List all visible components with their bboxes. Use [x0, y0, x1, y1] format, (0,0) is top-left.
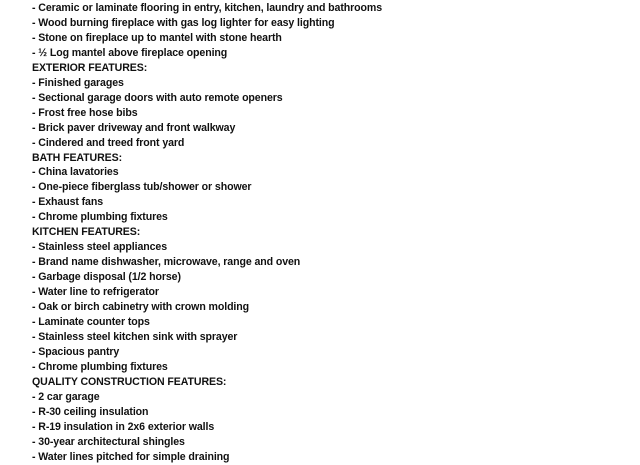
list-item: - Brick paver driveway and front walkway: [32, 121, 236, 134]
list-item: - Spacious pantry: [32, 345, 120, 358]
list-item: - Exhaust fans: [32, 196, 104, 209]
list-item: - Oak or birch cabinetry with crown molding: [32, 301, 250, 314]
section-heading-kitchen: KITCHEN FEATURES:: [32, 226, 141, 239]
list-item: - Sectional garage doors with auto remote openers: [32, 91, 283, 104]
list-item: - Wood burning fireplace with gas log lighter for easy lighting: [32, 16, 335, 29]
list-item: - Stainless steel appliances: [32, 241, 167, 254]
list-item: - Cindered and treed front yard: [32, 136, 185, 149]
list-item: - 2 car garage: [32, 390, 100, 403]
list-item: - Finished garages: [32, 76, 124, 89]
list-item: - Stainless steel kitchen sink with sprayer: [32, 330, 238, 343]
list-item: - Frost free hose bibs: [32, 106, 138, 119]
list-item: - Garbage disposal (1/2 horse): [32, 271, 181, 284]
list-item: - Water line to refrigerator: [32, 286, 159, 299]
section-heading-quality-construction: QUALITY CONSTRUCTION FEATURES:: [32, 375, 227, 388]
feature-list: [32, 1, 632, 465]
list-item: - R-19 insulation in 2x6 exterior walls: [32, 420, 215, 433]
list-item: - ½ Log mantel above fireplace opening: [32, 46, 228, 59]
list-item: - Stone on fireplace up to mantel with stone hearth: [32, 31, 282, 44]
list-item: - 30-year architectural shingles: [32, 435, 185, 448]
section-heading-bath: BATH FEATURES:: [32, 151, 123, 164]
list-item: - Ceramic or laminate flooring in entry, kitchen, laundry and bathrooms: [32, 2, 383, 14]
list-item: - Laminate counter tops: [32, 316, 150, 329]
list-item: - One-piece fiberglass tub/shower or shower: [32, 181, 252, 194]
list-item: - Brand name dishwasher, microwave, range and oven: [32, 256, 301, 269]
list-item: - Water lines pitched for simple draining: [32, 450, 230, 463]
list-item: - Chrome plumbing fixtures: [32, 211, 168, 224]
list-item: - China lavatories: [32, 166, 119, 179]
list-item: - Chrome plumbing fixtures: [32, 360, 168, 373]
list-item: - R-30 ceiling insulation: [32, 405, 149, 418]
section-heading-exterior: EXTERIOR FEATURES:: [32, 61, 148, 74]
